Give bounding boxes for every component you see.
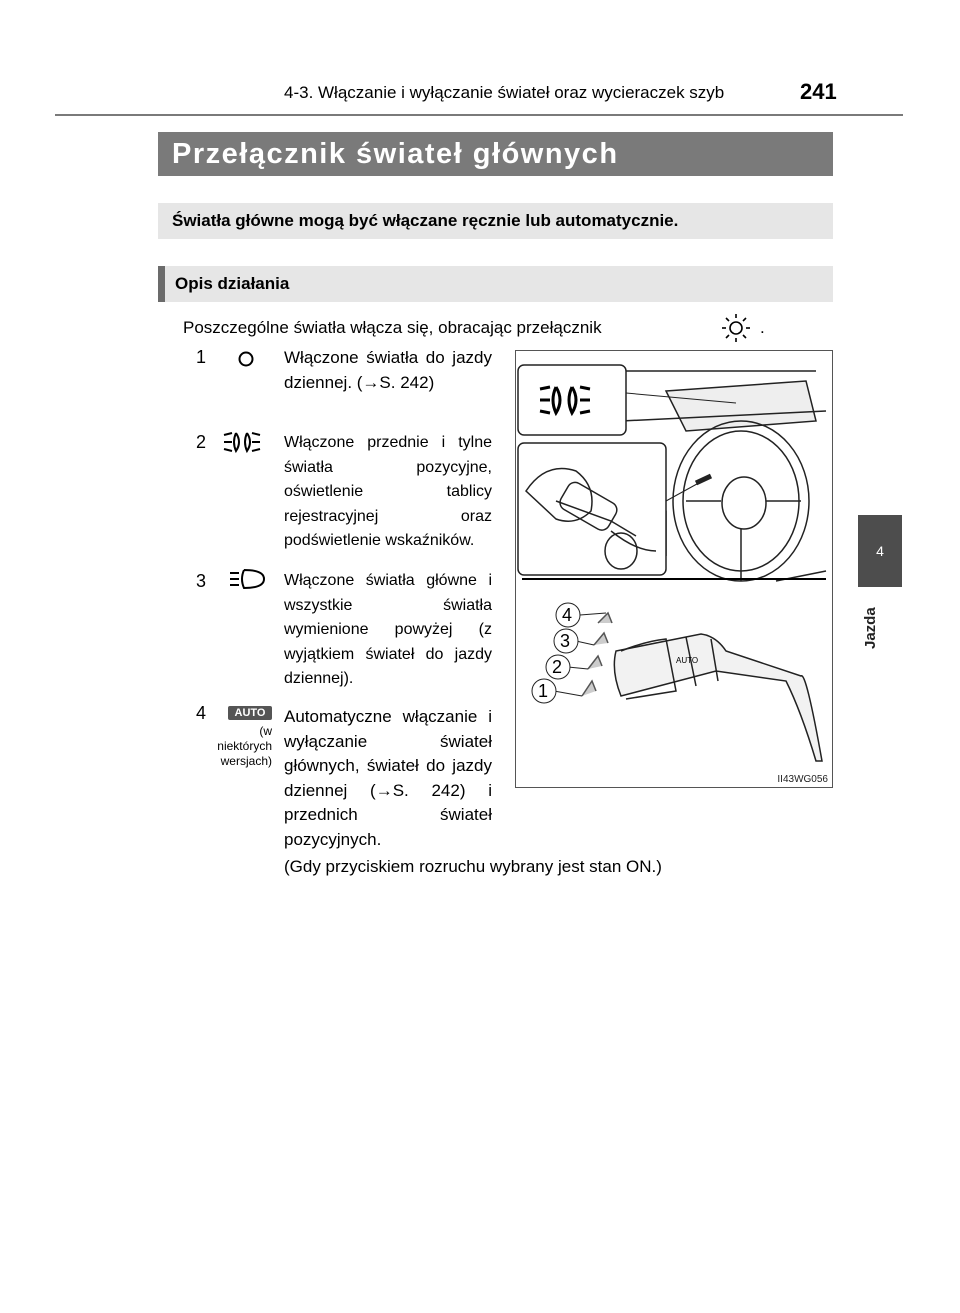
final-note: (Gdy przyciskiem rozruchu wybrany jest stan ON.) — [284, 857, 662, 876]
item-number-2: 2 — [196, 432, 207, 452]
callout-3: 3 — [560, 631, 571, 651]
position-lights-icon — [222, 429, 272, 455]
auto-availability-note: (w niektórych wersjach) — [217, 724, 272, 768]
header-divider — [55, 114, 903, 116]
chapter-label: Jazda — [862, 607, 879, 649]
headlight-icon — [228, 566, 268, 594]
summary-box: Światła główne mogą być włączane ręcznie lub automatycznie. — [158, 203, 833, 239]
intro-text: Poszczególne światła włącza się, obracając przełącznik — [183, 318, 602, 337]
headlight-switch-illustration — [515, 350, 833, 788]
chapter-tab[interactable]: 4 — [858, 515, 902, 587]
item-text-1: Włączone światła do jazdy dziennej. (→S. 242) — [284, 348, 492, 392]
callout-1: 1 — [538, 681, 549, 701]
item-text-4: Automatyczne włączanie i wyłączanie świateł głównych, świateł do jazdy dziennej (→S. 242) i przednich świateł pozycyjnych. — [284, 707, 492, 849]
page-number: 241 — [800, 79, 837, 104]
auto-icon: AUTO — [228, 706, 272, 720]
item-number-1: 1 — [196, 347, 207, 367]
page-title: Przełącznik świateł głównych — [158, 132, 833, 176]
item-number-4: 4 — [196, 703, 207, 723]
illustration-drawing — [516, 351, 832, 787]
parking-light-icon — [236, 349, 256, 369]
header-title: 4-3. Włączanie i wyłączanie świateł oraz wycieraczek szyb — [284, 83, 725, 102]
light-switch-icon — [718, 312, 754, 344]
intro-period: . — [760, 318, 765, 337]
figure-code: II43WG056 — [777, 774, 828, 785]
switch-auto-label: AUTO — [676, 656, 699, 665]
item-text-2: Włączone przednie i tylne światła pozycyjne, oświetlenie tablicy rejestracyjnej oraz podświetlenie wskaźników. — [284, 434, 492, 549]
callout-2: 2 — [552, 657, 563, 677]
item-text-3: Włączone światła główne i wszystkie światła wymienione powyżej (z wyjątkiem świateł do jazdy dziennej). — [284, 572, 492, 687]
callout-4: 4 — [562, 605, 573, 625]
section-heading: Opis działania — [158, 266, 833, 302]
item-number-3: 3 — [196, 571, 207, 591]
